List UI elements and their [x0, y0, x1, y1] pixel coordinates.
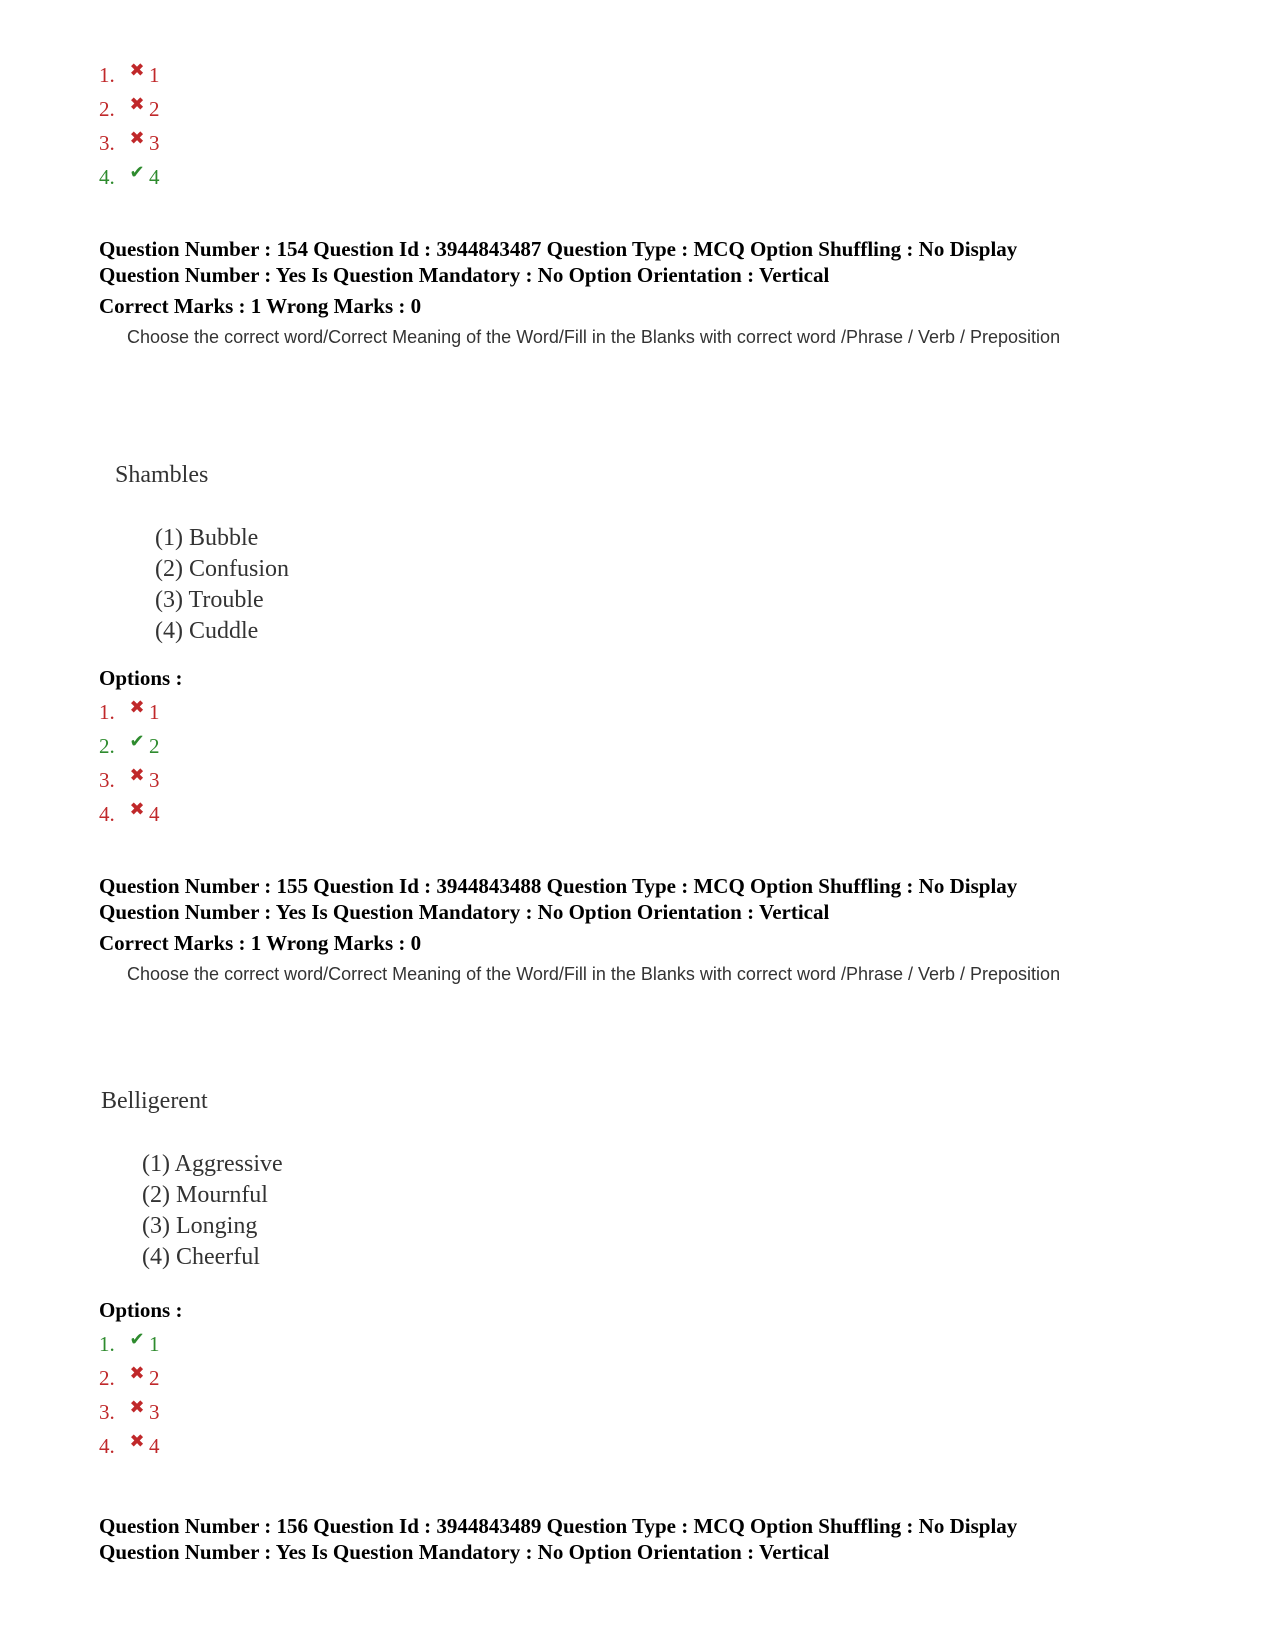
options-label: Options : [99, 666, 183, 690]
option-number: 3. [99, 131, 115, 155]
option-number: 4. [99, 802, 115, 826]
cross-icon: ✖ [129, 765, 145, 785]
cross-icon: ✖ [129, 1431, 145, 1451]
question-header-line1: Question Number : 156 Question Id : 3944843489 Question Type : MCQ Option Shuffling : No Display [99, 1514, 1018, 1538]
option-item [99, 731, 160, 759]
choice-item: (4) Cheerful [142, 1244, 260, 1270]
option-value: 2 [149, 97, 160, 121]
question-instruction: Choose the correct word/Correct Meaning of the Word/Fill in the Blanks with correct word /Phrase / Verb / Preposition [127, 327, 1061, 347]
option-value: 3 [149, 131, 160, 155]
option-value: 4 [149, 1434, 160, 1458]
question-header-line2: Question Number : Yes Is Question Mandatory : No Option Orientation : Vertical [99, 900, 830, 924]
option-item [99, 697, 160, 725]
question-word: Shambles [115, 462, 209, 488]
option-number: 2. [99, 97, 115, 121]
question-header-line2: Question Number : Yes Is Question Mandatory : No Option Orientation : Vertical [99, 263, 830, 287]
question-header-line1: Question Number : 154 Question Id : 3944843487 Question Type : MCQ Option Shuffling : No Display [99, 237, 1018, 261]
option-value: 4 [149, 165, 160, 189]
option-number: 2. [99, 1366, 115, 1390]
option-number: 2. [99, 734, 115, 758]
cross-icon: ✖ [129, 1363, 145, 1383]
check-icon: ✔ [129, 731, 145, 751]
cross-icon: ✖ [129, 799, 145, 819]
option-number: 4. [99, 1434, 115, 1458]
check-icon: ✔ [129, 1329, 145, 1349]
choice-item: (2) Mournful [142, 1182, 268, 1208]
cross-icon: ✖ [129, 697, 145, 717]
question-word: Belligerent [101, 1088, 208, 1114]
options-label: Options : [99, 1298, 183, 1322]
option-item [99, 1397, 160, 1425]
option-number: 1. [99, 63, 115, 87]
option-item [99, 1431, 160, 1459]
option-item [99, 162, 160, 190]
option-value: 2 [149, 1366, 160, 1390]
choice-item: (1) Bubble [155, 525, 259, 551]
option-item [99, 799, 160, 827]
option-item [99, 128, 160, 156]
option-number: 4. [99, 165, 115, 189]
option-value: 1 [149, 700, 160, 724]
cross-icon: ✖ [129, 94, 145, 114]
option-number: 3. [99, 768, 115, 792]
cross-icon: ✖ [129, 60, 145, 80]
option-value: 1 [149, 1332, 160, 1356]
question-marks: Correct Marks : 1 Wrong Marks : 0 [99, 931, 422, 955]
choice-item: (4) Cuddle [155, 618, 259, 644]
choice-item: (2) Confusion [155, 556, 289, 582]
option-value: 2 [149, 734, 160, 758]
option-number: 1. [99, 700, 115, 724]
choice-item: (1) Aggressive [142, 1151, 283, 1177]
cross-icon: ✖ [129, 1397, 145, 1417]
option-value: 3 [149, 768, 160, 792]
choice-item: (3) Trouble [155, 587, 264, 613]
question-header-line2: Question Number : Yes Is Question Mandatory : No Option Orientation : Vertical [99, 1540, 830, 1564]
option-item [99, 765, 160, 793]
check-icon: ✔ [129, 162, 145, 182]
choice-item: (3) Longing [142, 1213, 258, 1239]
question-marks: Correct Marks : 1 Wrong Marks : 0 [99, 294, 422, 318]
option-value: 4 [149, 802, 160, 826]
option-value: 1 [149, 63, 160, 87]
option-number: 1. [99, 1332, 115, 1356]
choice-list [142, 1149, 283, 1273]
option-item [99, 94, 160, 122]
question-instruction: Choose the correct word/Correct Meaning of the Word/Fill in the Blanks with correct word /Phrase / Verb / Preposition [127, 964, 1061, 984]
question-header-line1: Question Number : 155 Question Id : 3944843488 Question Type : MCQ Option Shuffling : No Display [99, 874, 1018, 898]
option-value: 3 [149, 1400, 160, 1424]
option-item [99, 1329, 160, 1357]
cross-icon: ✖ [129, 128, 145, 148]
choice-list [155, 523, 289, 647]
option-item [99, 1363, 160, 1391]
option-number: 3. [99, 1400, 115, 1424]
option-item [99, 60, 160, 88]
